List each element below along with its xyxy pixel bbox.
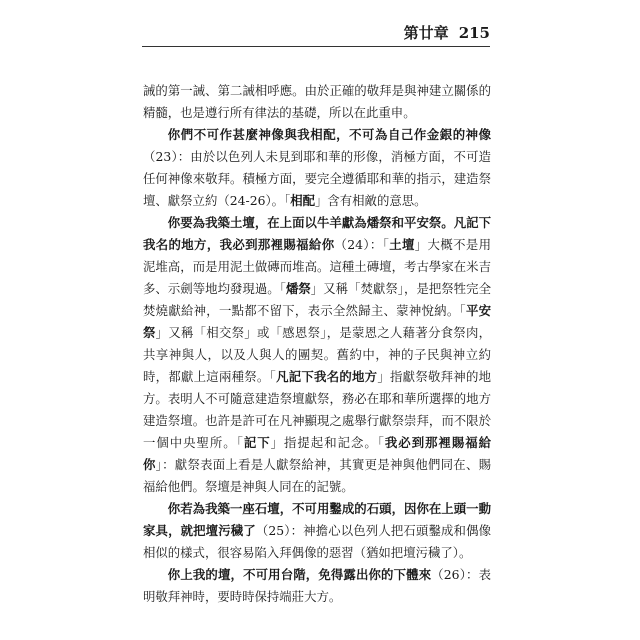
scripture-quote: 平安祭: [143, 303, 491, 340]
commentary-text: 」：獻祭表面上看是人獻祭給神，其實更是神與他們同在、賜福給他們。祭壇是神與人同在的記號。: [143, 457, 491, 494]
scripture-quote: 記下: [243, 435, 271, 450]
page-number: 215: [458, 24, 490, 42]
scripture-quote: 你們不可作甚麼神像與我相配，不可為自己作金銀的神像: [167, 127, 491, 142]
scripture-quote: 相配: [290, 193, 316, 208]
scripture-quote: 你要為我築土壇，在上面以牛羊獻為燔祭和平安祭。凡記下我名的地方，我必到那裡賜福給你: [143, 215, 491, 252]
commentary-text: 」大概不是用泥堆高，而是用泥土做磚而堆高。這種土磚壇，考古學家在米吉多、示劍等地均發現過。「: [143, 237, 492, 296]
chapter-title: 第廿章: [403, 24, 449, 42]
commentary-text: （25）：神擔心以色列人把石頭鑿成和偶像相似的樣式，很容易陷入拜偶像的惡習（猶如把壇污穢了）。: [143, 523, 491, 560]
paragraph: [143, 564, 491, 608]
commentary-text: （24）：「: [334, 237, 390, 252]
commentary-text: 誡的第一誡、第二誡相呼應。由於正確的敬拜是與神建立關係的精髓，也是遵行所有律法的基礎，所以在此重申。: [143, 83, 491, 120]
paragraph: [143, 498, 491, 564]
commentary-text: （23）：由於以色列人未見到耶和華的形像，消極方面，不可造任何神像來敬拜。積極方面，要完全遵循耶和華的指示，建造祭壇、獻祭立約（24-26）。「: [143, 149, 491, 208]
commentary-text: 」又稱「相交祭」或「感恩祭」，是蒙恩之人藉著分食祭肉，共享神與人，以及人與人的團契。舊約中，神的子民與神立約時，都獻上這兩種祭。「: [143, 325, 491, 384]
header-rule: [142, 46, 490, 47]
scripture-quote: 土壇: [389, 237, 415, 252]
commentary-text: 」含有相敵的意思。: [315, 193, 427, 208]
scripture-quote: 你上我的壇，不可用台階，免得露出你的下體來: [167, 567, 432, 582]
running-header: [404, 22, 490, 43]
commentary-text: 」指提起和記念。「: [270, 435, 385, 450]
scripture-quote: 我必到那裡賜福給你: [143, 435, 492, 472]
paragraph: [143, 124, 491, 212]
commentary-text: 」又稱「焚獻祭」，是把祭牲完全焚燒獻給神，一點都不留下，表示全然歸主、蒙神悅納。「: [143, 281, 491, 318]
commentary-text: 」指獻祭敬拜神的地方。表明人不可隨意建造祭壇獻祭，務必在耶和華所選擇的地方建造祭壇。也許是許可在凡神顯現之處舉行獻祭崇拜，而不限於一個中央聖所。「: [143, 369, 492, 450]
body-text: [143, 80, 491, 608]
paragraph: [143, 212, 491, 498]
scripture-quote: 凡記下我名的地方: [276, 369, 378, 384]
scripture-quote: 你若為我築一座石壇，不可用鑿成的石頭，因你在上頭一動家具，就把壇污穢了: [143, 501, 491, 538]
commentary-text: （26）：表明敬拜神時，要時時保持端莊大方。: [143, 567, 491, 604]
scripture-quote: 燔祭: [285, 281, 311, 296]
paragraph: [143, 80, 491, 124]
